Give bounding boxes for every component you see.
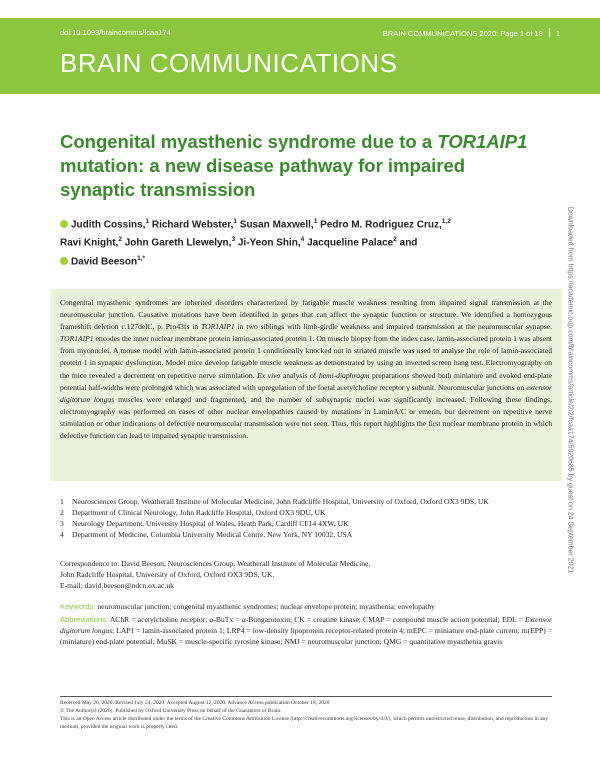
correspondence-line: John Radcliffe Hospital, University of Oxford, Oxford OX3 9DS, UK.	[60, 570, 275, 579]
author-6: John Gareth Llewelyn,	[124, 237, 232, 249]
abstract-italic: TOR1AIP1	[201, 322, 235, 332]
abbreviations-label: Abbreviations:	[60, 615, 109, 624]
author-1-affil: 1	[145, 218, 150, 225]
author-4: Pedro M. Rodriguez Cruz,	[320, 219, 442, 231]
journal-name: BRAIN COMMUNICATIONS	[60, 48, 398, 78]
orcid-icon[interactable]	[60, 257, 68, 265]
author-2-affil: 1	[233, 218, 237, 225]
license-notice: This is an Open Access article distributed under the terms of the Creative Commons Attribution License (http://creativecommons.org/licenses/by/4.0/), which permits unrestricted reuse, distribution, and reproduction in any medium, provided the original work is properly cited.	[60, 716, 549, 730]
title-part2: mutation: a new disease pathway for impaired synaptic transmission	[60, 155, 466, 200]
abstract-italic: Ex vivo	[257, 370, 281, 380]
author-8-affil: 2	[393, 236, 397, 244]
author-7: Ji-Yeon Shin,	[237, 237, 301, 249]
author-8-tail: and	[396, 237, 418, 249]
download-notice: Downloaded from https://academic.oup.com/braincomms/article/2/2/fcaa174/5920685 by guest on 24 September 2021	[566, 206, 574, 574]
author-2: Richard Webster,	[151, 219, 234, 231]
abstract-segment: analysis of	[280, 370, 319, 380]
title-part1: Congenital myasthenic syndrome due to a	[60, 131, 438, 152]
footer-divider	[60, 696, 552, 697]
affiliation-text: Department of Medicine, Columbia University Medical Centre, New York, NY 10032, USA	[72, 530, 353, 539]
abstract-italic: hemi-diaphragm	[318, 370, 370, 380]
abbreviations	[60, 614, 552, 647]
abstract-segment: preparations showed both miniature and evoked end-plate potential half-widths were prolonged which was associated with upregulation of the foetal acetylcholine receptor γ subunit. Neuromuscular junctions on	[60, 370, 552, 392]
running-head	[383, 28, 560, 38]
abstract-segment: Congenital myasthenic syndromes are inherited disorders characterized by fatigable muscle weakness resulting from impaired signal transmission at the neuromuscular junction. Causative mutations have been identified in genes that can affect the synaptic function or structure. We identified a homozygous frameshift deletion c.127delC, p. Pro43fs in	[60, 298, 552, 332]
affiliations	[60, 496, 552, 540]
abstract-italic: extensor digitorum longus	[60, 382, 552, 404]
title-gene: TOR1AIP1	[437, 131, 528, 152]
abbreviations-segment: ; LAP1 = lamin-associated protein 1; LRP4 = low-density lipoprotein receptor-related protein 4; mEPC = miniature end-plate current; m(EPP) = (miniature) end-plate potential; MuSK = muscle-specific tyrosine kinase; NMJ = neuromuscular junction; QMG = quantitative myasthenia gravis	[60, 626, 552, 646]
doi-text: doi:10.1093/braincomms/fcaa174	[60, 28, 171, 37]
orcid-icon[interactable]	[60, 220, 68, 228]
keywords-text: neuromuscular junction; congenital myasthenic syndromes; nuclear envelope protein; myasthenia; envelopathy	[97, 602, 435, 611]
affiliation-item	[60, 529, 552, 540]
publication-footer	[60, 699, 552, 731]
author-6-affil: 3	[231, 236, 236, 244]
affiliation-text: Department of Clinical Neurology, John Radcliffe Hospital, Oxford OX3 9DU, UK	[72, 508, 326, 517]
author-4-affil: 1,2	[441, 218, 451, 225]
keywords	[60, 601, 552, 612]
author-9-affil: 1,*	[137, 254, 146, 262]
affiliation-item	[60, 507, 552, 518]
author-1: Judith Cossins,	[71, 219, 146, 231]
abstract-segment: encodes the inner nuclear membrane protein lamin-associated protein 1. On muscle biopsy from the index case, lamin-associated protein 1 was absent from myonuclei. A mouse model with lamin-associated protein 1 conditionally knocked out in striated muscle was used to analyse the role of lamin-associated protein 1 in synaptic dysfunction. Model mice develop fatigable muscle weakness as demonstrated by using an inverted screen hang test. Electromyography on the mice revealed a decrement on repetitive nerve stimulation.	[60, 334, 552, 380]
author-8: Jacqueline Palace	[307, 237, 394, 249]
author-3: Susan Maxwell,	[239, 219, 314, 231]
author-3-affil: 1	[313, 218, 318, 225]
download-sidebar	[560, 200, 580, 580]
abbreviations-segment: AChR = acetylcholine receptor; α-BuTx = α-Bungarotoxin; CK = creatine kinase; CMAP = compound muscle action potential; EDL =	[109, 615, 525, 624]
abstract-segment: muscles were enlarged and fragmented, and the number of subsynaptic nuclei was significantly increased. Following these findings, electromyography was performed on cases of other nuclear envelopathies caused by mutations in LaminA/C or emerin, but decrement on repetitive nerve stimulation or other indications of defective neuromuscular transmission were not seen. Thus, this report highlights the first nuclear membrane protein in which defective function can lead to impaired synaptic transmission.	[60, 394, 553, 441]
affiliation-number: 2	[60, 508, 64, 517]
abstract-italic: TOR1AIP1	[60, 334, 94, 344]
author-5-affil: 2	[118, 236, 122, 244]
author-5: Ravi Knight,	[60, 237, 119, 249]
article-title	[60, 130, 530, 202]
abbreviations-italic: Extensor digitorum longus	[60, 615, 552, 635]
header-separator	[549, 28, 550, 37]
copyright-notice: © The Author(s) (2020). Published by Oxford University Press on behalf of the Guarantors of Brain.	[60, 708, 282, 714]
abstract-text	[60, 297, 552, 442]
affiliation-text: Neurosciences Group, Weatherall Institute of Molecular Medicine, John Radcliffe Hospital, University of Oxford, Oxford OX3 9DS, UK	[72, 497, 489, 506]
affiliation-item	[60, 518, 552, 529]
keywords-label: Keywords:	[60, 602, 96, 611]
author-list	[60, 214, 540, 269]
affiliation-text: Neurology Department, University Hospital of Wales, Heath Park, Cardiff CF14 4XW, UK	[72, 519, 349, 528]
affiliation-item	[60, 496, 552, 507]
affiliation-number: 3	[60, 519, 64, 528]
correspondence-email[interactable]: E-mail: david.beeson@ndcn.ox.ac.uk	[60, 581, 174, 590]
affiliation-number: 1	[60, 497, 64, 506]
correspondence	[60, 558, 520, 591]
received-dates: Received May 26, 2020. Revised July 24, 2020. Accepted August 12, 2020. Advance Access publication October 18, 2020	[60, 700, 330, 706]
abstract-segment: in two siblings with limb-girdle weakness and impaired transmission at the neuromuscular synapse.	[234, 322, 552, 332]
correspondence-line: Correspondence to: David Beeson, Neurosciences Group, Weatherall Institute of Molecular Medicine,	[60, 559, 371, 568]
affiliation-number: 4	[60, 530, 64, 539]
running-head-text: BRAIN COMMUNICATIONS 2020: Page 1 of 18	[382, 29, 543, 38]
journal-header-banner	[0, 18, 600, 94]
page-number: 1	[555, 29, 560, 38]
author-7-affil: 4	[300, 236, 305, 244]
author-9: David Beeson	[71, 255, 138, 267]
